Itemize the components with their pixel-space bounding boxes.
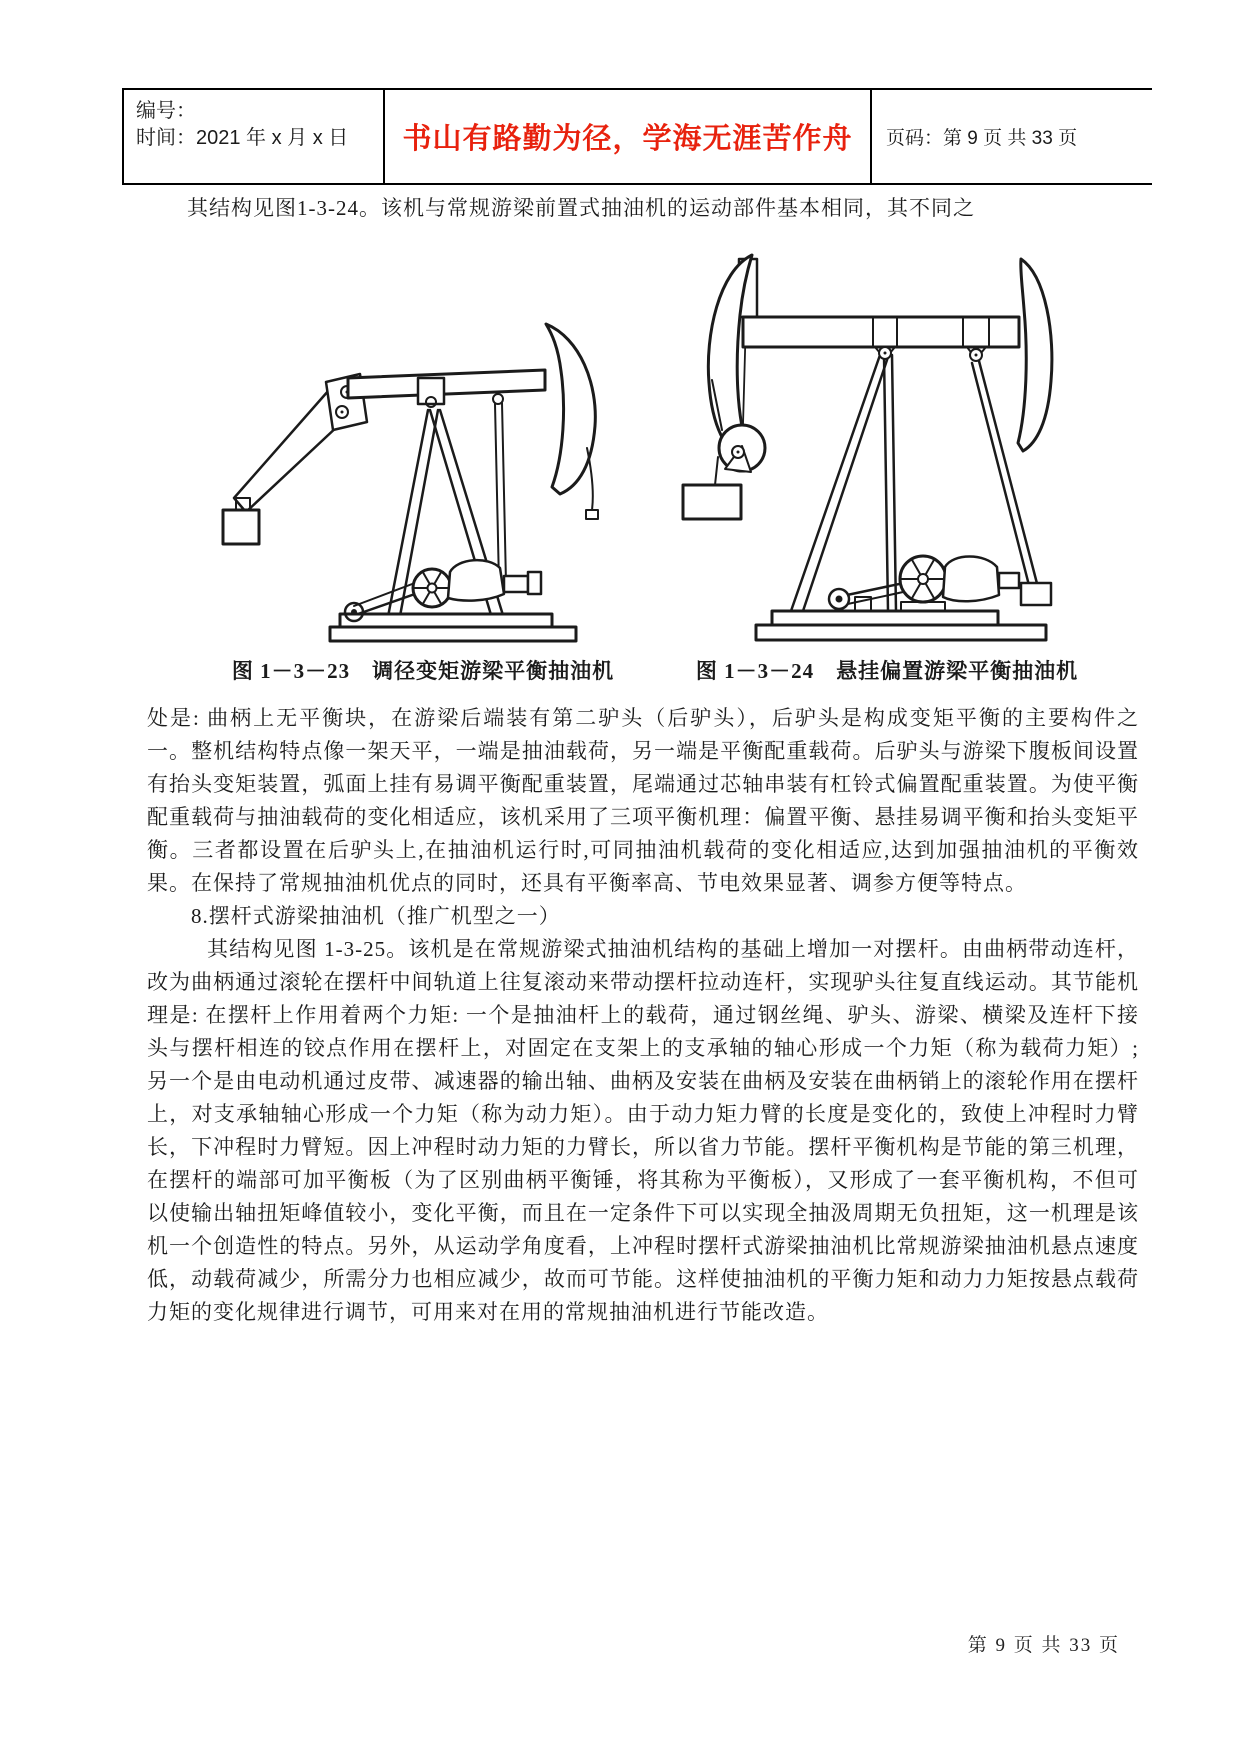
- paragraph-balance-mechanism: 处是: 曲柄上无平衡块，在游梁后端装有第二驴头（后驴头），后驴头是构成变矩平衡的主要构件之一。整机结构特点像一架天平，一端是抽油载荷，另一端是平衡配重载荷。后驴头与游梁下腹板间设置有抬头变矩装置，弧面上挂有易调平衡配重装置，尾端通过芯轴串装有杠铃式偏置配重装置。为使平衡配重载荷与抽油载荷的变化相适应，该机采用了三项平衡机理：偏置平衡、悬挂易调平衡和抬头变矩平衡。三者都设置在后驴头上,在抽油机运行时,可同抽油机载荷的变化相适应,达到加强抽油机的平衡效果。在保持了常规抽油机优点的同时，还具有平衡率高、节电效果显著、调参方便等特点。: [147, 706, 1139, 895]
- header-cell-number-time: [124, 90, 385, 183]
- pumpjack-left-svg: [190, 300, 610, 650]
- figure-1-3-24-caption: 图 1－3－24 悬挂偏置游梁平衡抽油机: [695, 659, 1079, 683]
- paragraph-pendulum-beam-unit: 其结构见图 1-3-25。该机是在常规游梁式抽油机结构的基础上增加一对摆杆。由曲柄带动连杆，改为曲柄通过滚轮在摆杆中间轨道上往复滚动来带动摆杆拉动连杆，实现驴头往复直线运动。其节能机理是: 在摆杆上作用着两个力矩: 一个是抽油杆上的载荷，通过钢丝绳、驴头、游梁、横梁及连杆下接头与摆杆相连的铰点作用在摆杆上，对固定在支架上的支承轴的轴心形成一个力矩（称为载荷力矩）;另一个是由电动机通过皮带、减速器的输出轴、曲柄及安装在曲柄及安装在曲柄销上的滚轮作用在摆杆上，对支承轴轴心形成一个力矩（称为动力矩）。由于动力矩力臂的长度是变化的，致使上冲程时力臂长，下冲程时力臂短。因上冲程时动力矩的力臂长，所以省力节能。摆杆平衡机构是节能的第三机理，在摆杆的端部可加平衡板（为了区别曲柄平衡锤，将其称为平衡板），又形成了一套平衡机构，不但可以使输出轴扭矩峰值较小，变化平衡，而且在一定条件下可以实现全抽汲周期无负扭矩，这一机理是该机一个创造性的特点。另外，从运动学角度看，上冲程时摆杆式游梁抽油机比常规游梁抽油机悬点速度低，动载荷减少，所需分力也相应减少，故而可节能。这样使抽油机的平衡力矩和动力力矩按悬点载荷力矩的变化规律进行调节，可用来对在用的常规抽油机进行节能改造。: [147, 937, 1139, 1324]
- intro-line: 其结构见图1-3-24。该机与常规游梁前置式抽油机的运动部件基本相同，其不同之: [187, 196, 975, 220]
- pumpjack-right-svg: [655, 245, 1065, 645]
- main-text-column: [147, 702, 1139, 1329]
- header-table: [122, 88, 1152, 185]
- figure-1-3-23-caption: 图 1－3－23 调径变矩游梁平衡抽油机: [231, 659, 615, 683]
- header-time-label: 时间：2021 年 x 月 x 日: [136, 127, 349, 149]
- header-cell-slogan: [385, 90, 872, 183]
- figure-1-3-24-pumpjack-drawing: [655, 245, 1065, 645]
- section-heading-8: 8.摆杆式游梁抽油机（推广机型之一）: [191, 904, 561, 928]
- footer-page-indicator: 第 9 页 共 33 页: [967, 1635, 1120, 1656]
- figure-1-3-23-pumpjack-drawing: [190, 300, 610, 650]
- header-slogan: 书山有路勤为径，学海无涯苦作舟: [402, 123, 853, 155]
- header-page-label: 页码：第 9 页 共 33 页: [886, 128, 1078, 149]
- header-number-label: 编号：: [136, 100, 196, 122]
- header-cell-page: [872, 90, 1152, 183]
